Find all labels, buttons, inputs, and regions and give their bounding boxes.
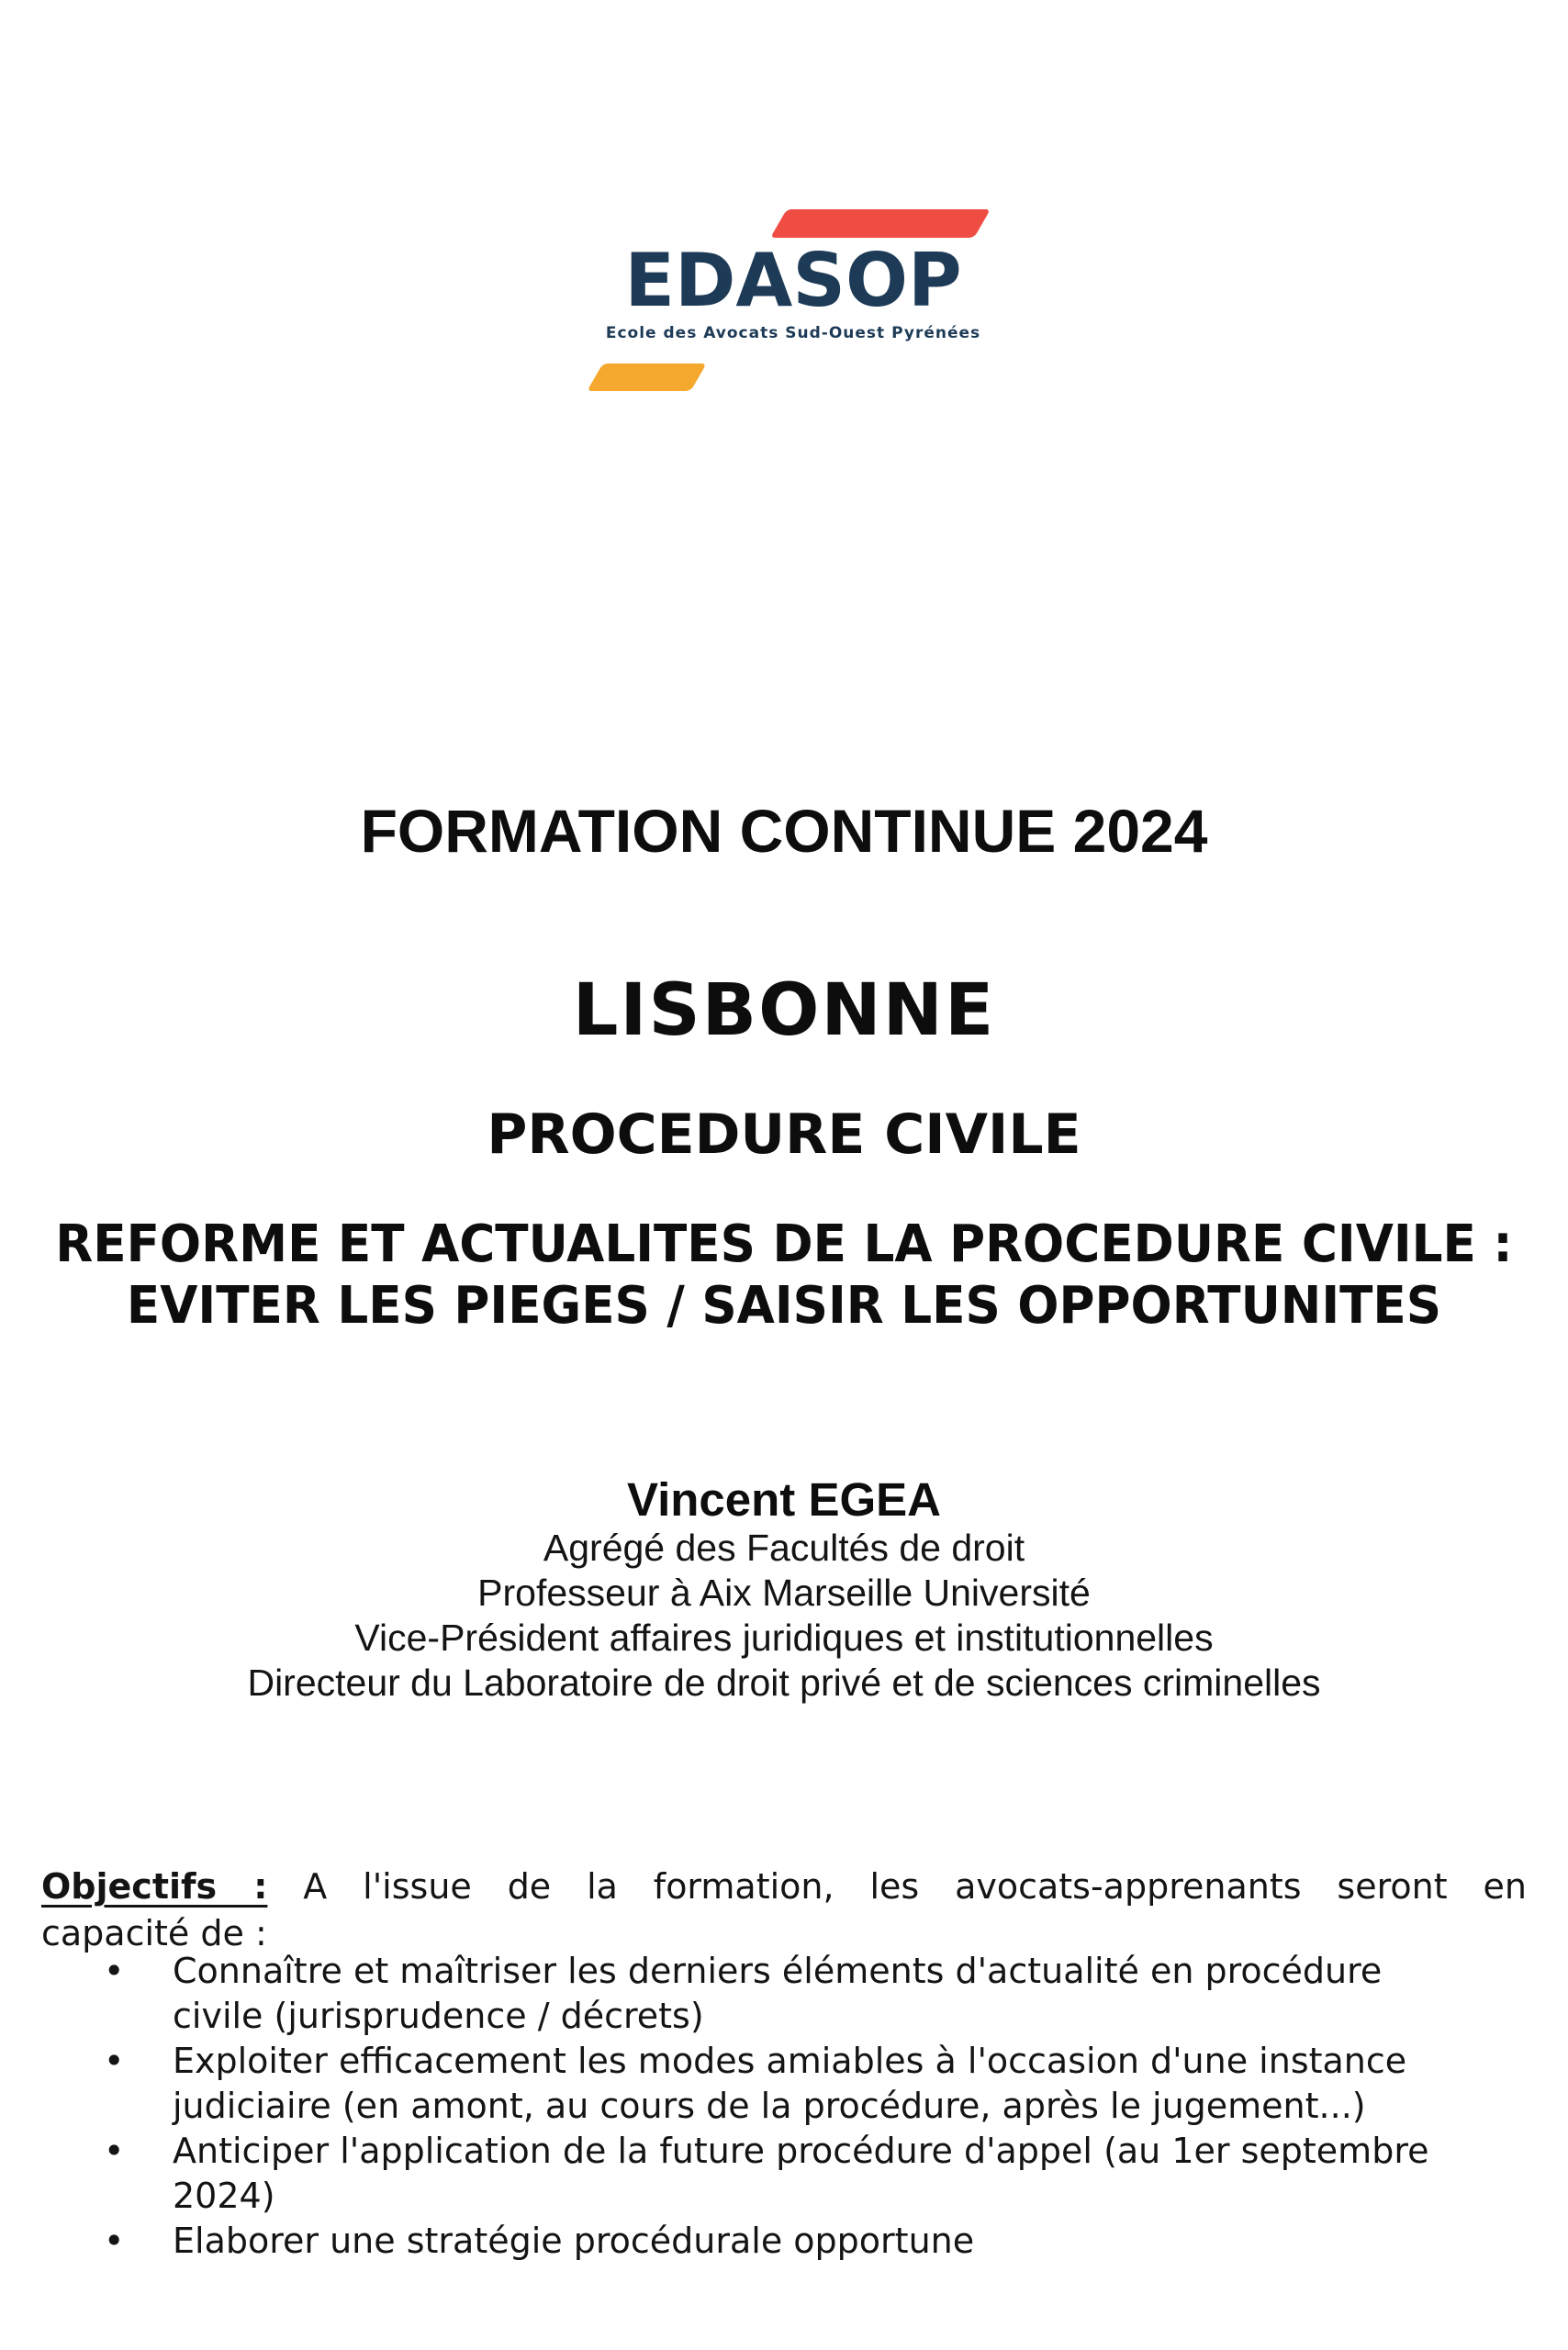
- logo-yellow-parallelogram: [587, 364, 706, 391]
- objectives-intro-line-1: [41, 1863, 1527, 1910]
- objectives-label: Objectifs :: [41, 1866, 268, 1907]
- speaker-title-line: Agrégé des Facultés de droit: [543, 1527, 1025, 1569]
- objectives-bullet-list: [41, 1949, 1527, 2264]
- speaker-titles: [0, 1526, 1568, 1706]
- list-item: [41, 1949, 1527, 2039]
- speaker-name: Vincent EGEA: [627, 1473, 941, 1526]
- bullet-text-line: judiciaire (en amont, au cours de la procédure, après le jugement...): [173, 2086, 1366, 2126]
- objectives-section: [41, 1863, 1527, 1957]
- list-item: [41, 2039, 1527, 2129]
- speaker-title-line: Professeur à Aix Marseille Université: [477, 1572, 1091, 1614]
- bullet-text-line: Exploiter efficacement les modes amiables à l'occasion d'une instance: [173, 2041, 1407, 2081]
- course-title-line-2: EVITER LES PIEGES / SAISIR LES OPPORTUNITES: [126, 1276, 1442, 1336]
- list-item: [41, 2129, 1527, 2219]
- objectives-intro-text: A l'issue de la formation, les avocats-apprenants seront en: [303, 1866, 1527, 1907]
- bullet-icon: •: [104, 2131, 125, 2171]
- logo-tagline: Ecole des Avocats Sud-Ouest Pyrénées: [605, 324, 981, 342]
- bullet-text-line: civile (jurisprudence / décrets): [173, 1996, 704, 2036]
- objectives-intro-line-2: capacité de :: [41, 1913, 267, 1953]
- logo-red-parallelogram: [770, 209, 991, 238]
- location-title: LISBONNE: [572, 969, 996, 1052]
- list-item: [41, 2219, 1527, 2264]
- bullet-icon: •: [104, 1951, 125, 1991]
- bullet-text-line: Elaborer une stratégie procédurale opportune: [173, 2221, 975, 2261]
- bullet-text-line: 2024): [173, 2176, 275, 2216]
- bullet-text-line: Connaître et maîtriser les derniers éléments d'actualité en procédure: [173, 1951, 1383, 1991]
- subject-title: PROCEDURE CIVILE: [487, 1102, 1081, 1167]
- speaker-title-line: Vice-Président affaires juridiques et institutionnelles: [354, 1617, 1214, 1659]
- program-title: FORMATION CONTINUE 2024: [360, 797, 1208, 865]
- logo-wordmark: EDASOP: [624, 238, 962, 323]
- bullet-icon: •: [104, 2221, 125, 2261]
- speaker-title-line: Directeur du Laboratoire de droit privé et de sciences criminelles: [247, 1662, 1321, 1704]
- bullet-icon: •: [104, 2041, 125, 2081]
- edasop-logo: [0, 0, 1568, 422]
- bullet-text-line: Anticiper l'application de la future procédure d'appel (au 1er septembre: [173, 2131, 1429, 2171]
- course-title: [0, 1214, 1568, 1337]
- course-title-line-1: REFORME ET ACTUALITES DE LA PROCEDURE CIVILE :: [55, 1214, 1513, 1274]
